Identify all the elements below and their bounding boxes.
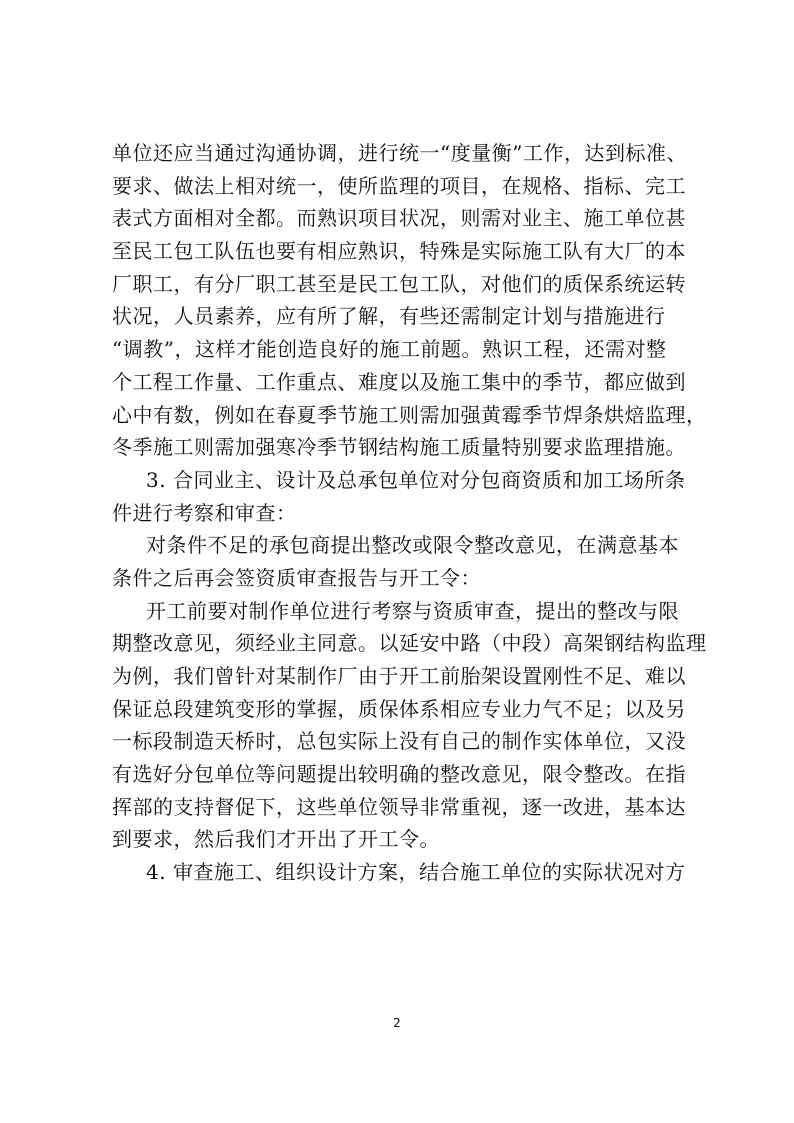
text-line: 件进行考察和审查： [112,500,297,525]
text-line: 单位还应当通过沟通协调，进行统一“度量衡”工作，达到标准、 [112,141,687,165]
text-line: 冬季施工则需加强寒冷季节钢结构施工质量特别要求监理措施。 [112,435,686,460]
text-line: 一标段制造天桥时，总包实际上没有自己的制作实体单位，又没 [112,729,686,754]
paragraph-start: 开工前要对制作单位进行考察与资质审查，提出的整改与限 [146,598,679,623]
text-line: 表式方面相对全都。而熟识项目状况，则需对业主、施工单位甚 [112,206,686,231]
text-line: 心中有数，例如在春夏季节施工则需加强黄霉季节焊条烘焙监理， [112,402,707,427]
text-line: 挥部的支持督促下，这些单位领导非常重视，逐一改进，基本达 [112,794,686,819]
text-line: 厂职工，有分厂职工甚至是民工包工队，对他们的质保系统运转 [112,271,686,296]
text-line: 个工程工作量、工作重点、难度以及施工集中的季节，都应做到 [112,369,686,394]
page-number: 2 [393,1016,401,1030]
text-line: 为例，我们曾针对某制作厂由于开工前胎架设置刚性不足、难以 [112,664,686,688]
text-line: “调教”，这样才能创造良好的施工前题。熟识工程，还需对整 [112,337,667,362]
text-line: 状况，人员素养，应有所了解，有些还需制定计划与措施进行 [112,304,666,329]
text-line: 条件之后再会签资质审查报告与开工令： [112,565,481,590]
text-line: 至民工包工队伍也要有相应熟识，特殊是实际施工队有大厂的本 [112,239,686,264]
text-line: 有选好分包单位等问题提出较明确的整改意见，限令整改。在指 [112,762,686,787]
section-heading-3: 3. 合同业主、设计及总承包单位对分包商资质和加工场所条 [146,467,686,492]
body-text [112,137,712,889]
section-heading-4: 4. 审查施工、组织设计方案，结合施工单位的实际状况对方 [146,860,686,885]
paragraph-start: 对条件不足的承包商提出整改或限令整改意见，在满意基本 [146,533,679,558]
text-line: 要求、做法上相对统一，使所监理的项目，在规格、指标、完工 [112,173,686,198]
text-line: 期整改意见，须经业主同意。以延安中路（中段）高架钢结构监理 [112,631,707,656]
text-line: 保证总段建筑变形的掌握，质保体系相应专业力气不足；以及另 [112,696,686,721]
text-line: 到要求，然后我们才开出了开工令。 [112,827,440,852]
